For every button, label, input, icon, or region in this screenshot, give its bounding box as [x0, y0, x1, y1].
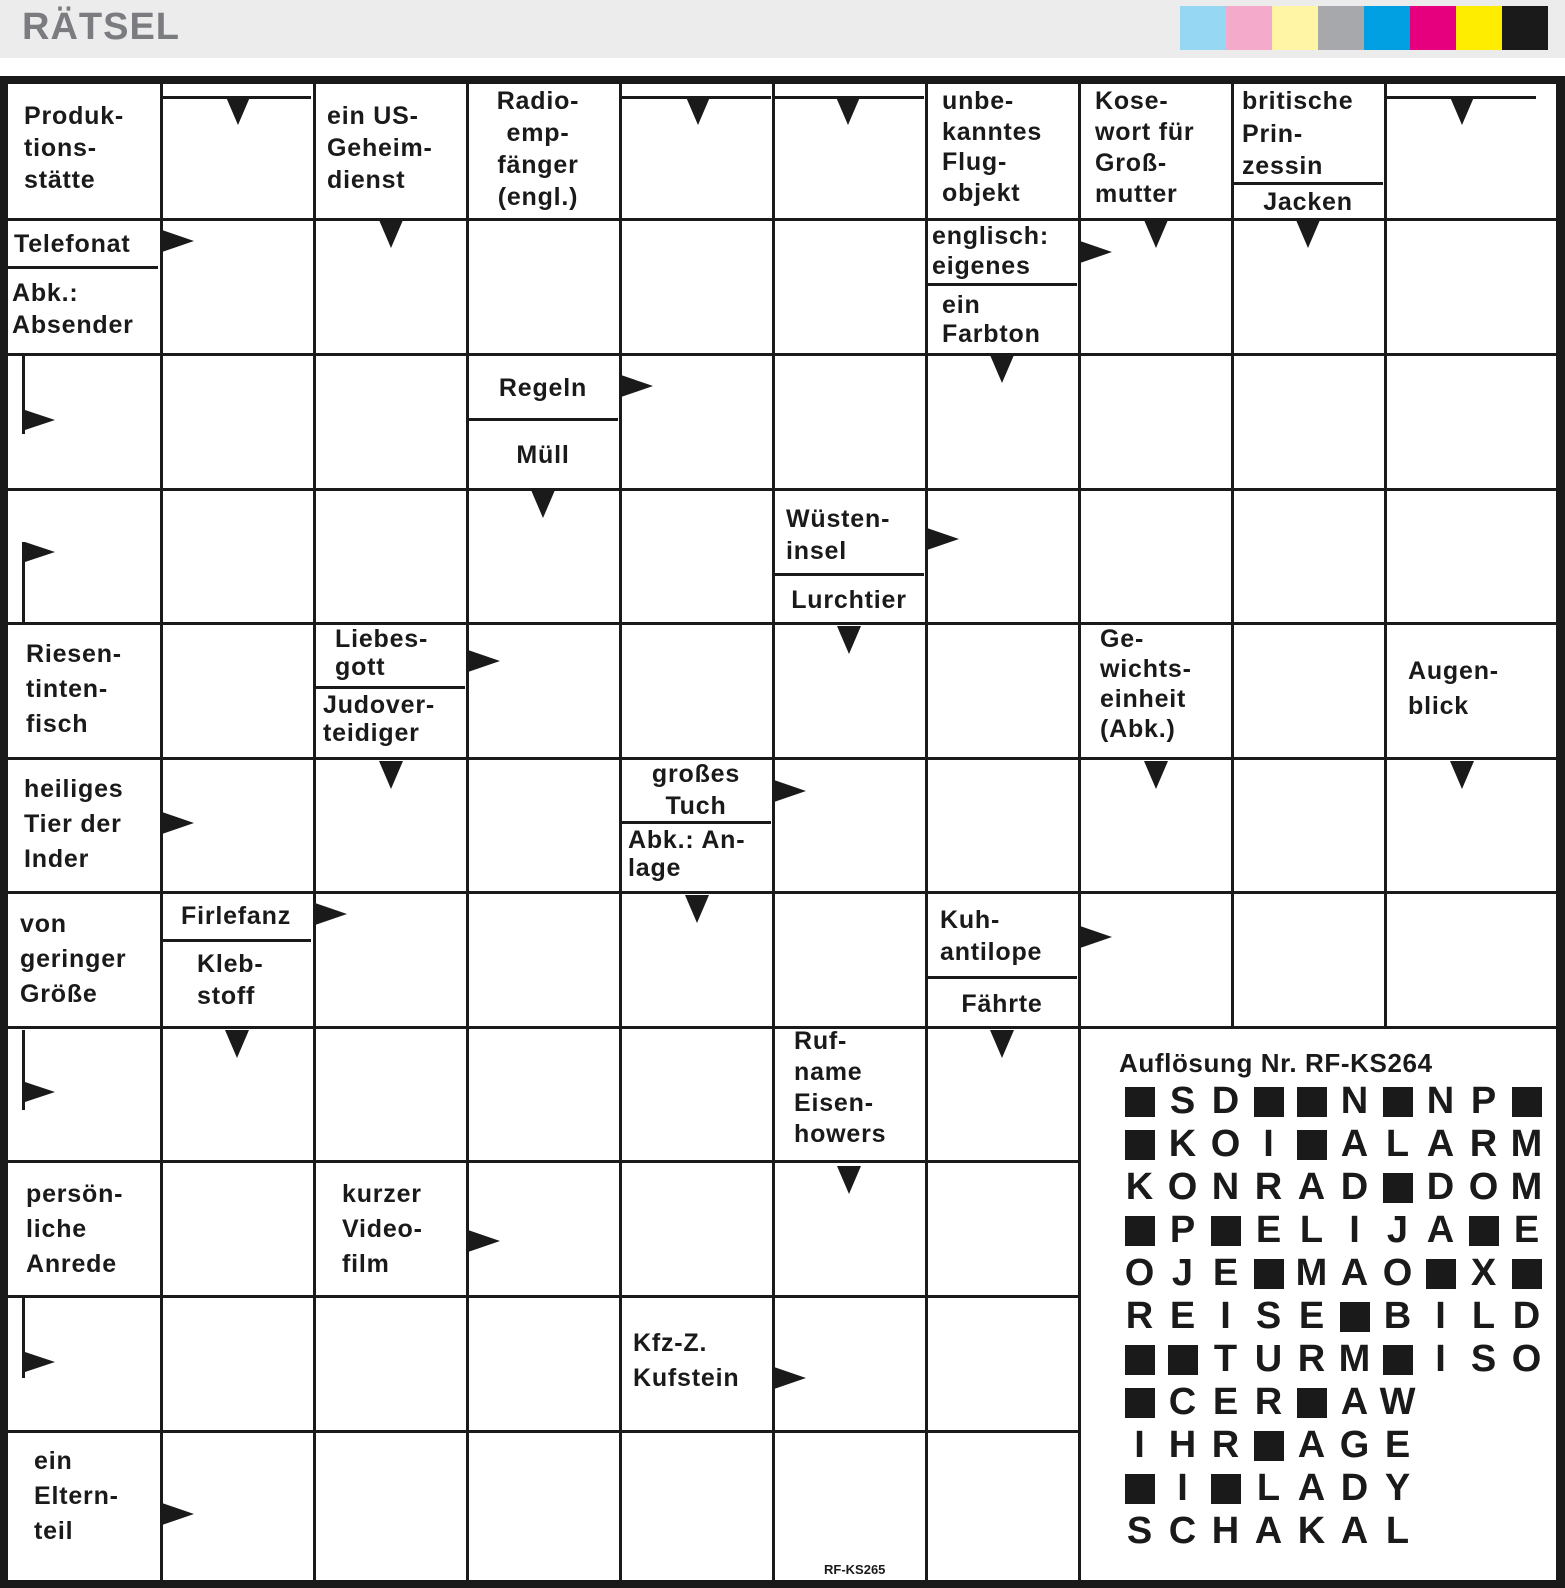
solution-letter: G	[1339, 1424, 1370, 1466]
solution-letter: K	[1125, 1166, 1154, 1208]
clue-ein-farbton: ein Farbton	[942, 291, 1041, 348]
swatch-magenta	[1410, 6, 1456, 50]
clue-ein-us-geheimdienst: ein US- Geheim- dienst	[327, 102, 433, 194]
solution-letter: M	[1510, 1166, 1543, 1208]
clue-regeln: Regeln	[498, 374, 588, 402]
black-square	[1211, 1216, 1241, 1246]
black-square	[1125, 1130, 1155, 1160]
solution-block-cell	[1247, 1080, 1290, 1123]
solution-letter: L	[1299, 1209, 1324, 1251]
clue-britische-prinzessin: britische Prin- zessin	[1242, 87, 1354, 180]
solution-letter: A	[1340, 1510, 1369, 1552]
black-square	[1426, 1259, 1456, 1289]
solution-letter: D	[1211, 1080, 1240, 1122]
flag-right-icon	[25, 410, 55, 430]
solution-letter: A	[1297, 1467, 1326, 1509]
arrow-down-icon	[1450, 761, 1474, 789]
arrow-down-icon	[837, 626, 861, 654]
solution-block-cell	[1290, 1123, 1333, 1166]
arrow-right-icon	[468, 1230, 500, 1252]
clue-englisch-eigenes: englisch: eigenes	[932, 222, 1049, 280]
solution-letter: E	[1513, 1209, 1540, 1251]
solution-letter: L	[1256, 1467, 1281, 1509]
solution-block-cell	[1204, 1209, 1247, 1252]
solution-row	[1118, 1080, 1548, 1123]
clue-heiliges-tier: heiliges Tier der Inder	[24, 775, 124, 873]
flag-right-icon	[25, 542, 55, 562]
solution-letter: R	[1254, 1166, 1283, 1208]
solution-letter: O	[1511, 1338, 1542, 1380]
solution-block-cell	[1376, 1080, 1419, 1123]
solution-letter: S	[1255, 1295, 1282, 1337]
clue-gewichtseinheit: Ge- wichts- einheit (Abk.)	[1100, 625, 1192, 743]
solution-letter: Y	[1384, 1467, 1411, 1509]
black-square	[1340, 1302, 1370, 1332]
arrow-down-icon	[990, 1030, 1014, 1058]
page-title: RÄTSEL	[22, 6, 180, 48]
clue-lurchtier: Lurchtier	[791, 586, 907, 614]
clue-riesentintenfisch: Riesen- tinten- fisch	[26, 640, 122, 738]
black-square	[1254, 1087, 1284, 1117]
solution-letter: A	[1426, 1123, 1455, 1165]
solution-block-cell	[1462, 1209, 1505, 1252]
clue-firlefanz: Firlefanz	[181, 902, 291, 930]
solution-letter: S	[1169, 1080, 1196, 1122]
header-bar	[0, 0, 1565, 58]
black-square	[1512, 1259, 1542, 1289]
clue-produktionsstaette: Produk- tions- stätte	[24, 102, 125, 194]
solution-letter: B	[1383, 1295, 1412, 1337]
solution-letter: P	[1169, 1209, 1196, 1251]
solution-row	[1118, 1166, 1548, 1209]
swatch-yellow-light	[1272, 6, 1318, 50]
solution-letter: N	[1211, 1166, 1240, 1208]
solution-block-cell	[1333, 1295, 1376, 1338]
solution-letter: X	[1470, 1252, 1497, 1294]
arrow-down-icon	[379, 761, 403, 789]
solution-letter: C	[1168, 1510, 1197, 1552]
arrow-right-icon	[315, 903, 347, 925]
arrow-down-icon	[837, 1166, 861, 1194]
solution-letter: H	[1211, 1510, 1240, 1552]
solution-letter: L	[1471, 1295, 1496, 1337]
arrow-down-icon	[379, 220, 403, 248]
clue-jacken: Jacken	[1263, 188, 1353, 216]
arrow-right-icon	[621, 375, 653, 397]
arrow-down-icon	[1144, 220, 1168, 248]
solution-letter: M	[1338, 1338, 1371, 1380]
arrow-down-icon	[1296, 220, 1320, 248]
clue-rufname-eisenhowers: Ruf- name Eisen- howers	[794, 1027, 887, 1148]
arrow-down-icon	[990, 355, 1014, 383]
arrow-down-icon	[1450, 97, 1474, 125]
black-square	[1297, 1087, 1327, 1117]
solution-block-cell	[1118, 1123, 1161, 1166]
black-square	[1469, 1216, 1499, 1246]
solution-letter: R	[1469, 1123, 1498, 1165]
solution-letter: N	[1426, 1080, 1455, 1122]
clue-kfz-kufstein: Kfz-Z. Kufstein	[633, 1329, 740, 1392]
swatch-black	[1502, 6, 1548, 50]
clue-kosewort-grossmutter: Kose- wort für Groß- mutter	[1095, 87, 1195, 208]
solution-letter: S	[1470, 1338, 1497, 1380]
solution-letter: O	[1382, 1252, 1413, 1294]
solution-row	[1118, 1338, 1548, 1381]
solution-letter: O	[1210, 1123, 1241, 1165]
solution-letter: D	[1340, 1467, 1369, 1509]
swatch-yellow	[1456, 6, 1502, 50]
solution-block-cell	[1247, 1424, 1290, 1467]
solution-letter: A	[1297, 1424, 1326, 1466]
solution-letter: J	[1171, 1252, 1194, 1294]
solution-block-cell	[1290, 1080, 1333, 1123]
solution-block-cell	[1118, 1467, 1161, 1510]
solution-letter: I	[1134, 1424, 1145, 1466]
arrow-right-icon	[774, 780, 806, 802]
arrow-down-icon	[685, 895, 709, 923]
clue-persoenliche-anrede: persön- liche Anrede	[26, 1180, 124, 1278]
solution-letter: R	[1297, 1338, 1326, 1380]
solution-block-cell	[1118, 1080, 1161, 1123]
clue-augenblick: Augen- blick	[1408, 657, 1499, 720]
black-square	[1512, 1087, 1542, 1117]
arrow-right-icon	[774, 1367, 806, 1389]
black-square	[1254, 1259, 1284, 1289]
solution-row	[1118, 1467, 1419, 1510]
solution-letter: T	[1213, 1338, 1238, 1380]
solution-block-cell	[1505, 1080, 1548, 1123]
solution-letter: R	[1125, 1295, 1154, 1337]
solution-letter: L	[1385, 1510, 1410, 1552]
solution-letter: H	[1168, 1424, 1197, 1466]
solution-letter: S	[1126, 1510, 1153, 1552]
solution-letter: I	[1349, 1209, 1360, 1251]
arrow-right-icon	[162, 230, 194, 252]
arrow-right-icon	[1080, 926, 1112, 948]
solution-block-cell	[1376, 1166, 1419, 1209]
clue-telefonat: Telefonat	[14, 230, 131, 258]
swatch-magenta-light	[1226, 6, 1272, 50]
clue-faehrte: Fährte	[961, 990, 1043, 1018]
black-square	[1383, 1345, 1413, 1375]
solution-block-cell	[1290, 1381, 1333, 1424]
solution-row	[1118, 1295, 1548, 1338]
solution-row	[1118, 1209, 1548, 1252]
solution-letter: E	[1384, 1424, 1411, 1466]
solution-letter: P	[1470, 1080, 1497, 1122]
solution-block-cell	[1161, 1338, 1204, 1381]
arrow-down-icon	[686, 97, 710, 125]
arrow-right-icon	[927, 528, 959, 550]
solution-letter: O	[1468, 1166, 1499, 1208]
solution-row	[1118, 1510, 1419, 1553]
solution-letter: N	[1340, 1080, 1369, 1122]
black-square	[1383, 1087, 1413, 1117]
solution-letter: M	[1295, 1252, 1328, 1294]
solution-letter: A	[1297, 1166, 1326, 1208]
solution-letter: E	[1298, 1295, 1325, 1337]
clue-kuhantilope: Kuh- antilope	[940, 906, 1043, 966]
solution-block-cell	[1419, 1252, 1462, 1295]
solution-block-cell	[1118, 1338, 1161, 1381]
solution-letter: R	[1254, 1381, 1283, 1423]
arrow-down-icon	[531, 490, 555, 518]
clue-abk-anlage: Abk.: An- lage	[628, 826, 746, 882]
black-square	[1125, 1474, 1155, 1504]
flag-right-icon	[25, 1082, 55, 1102]
clue-abk-absender: Abk.: Absender	[12, 279, 134, 339]
solution-letter: I	[1435, 1338, 1446, 1380]
solution-letter: L	[1385, 1123, 1410, 1165]
arrow-down-icon	[225, 1030, 249, 1058]
arrow-right-icon	[1080, 241, 1112, 263]
solution-letter: R	[1211, 1424, 1240, 1466]
clue-kurzer-videofilm: kurzer Video- film	[342, 1180, 423, 1278]
solution-row	[1118, 1424, 1419, 1467]
arrow-right-icon	[162, 1503, 194, 1525]
solution-letter: K	[1168, 1123, 1197, 1165]
solution-letter: D	[1426, 1166, 1455, 1208]
flag-right-icon	[25, 1352, 55, 1372]
solution-letter: A	[1340, 1252, 1369, 1294]
solution-letter: D	[1340, 1166, 1369, 1208]
solution-letter: I	[1177, 1467, 1188, 1509]
black-square	[1168, 1345, 1198, 1375]
solution-block-cell	[1376, 1338, 1419, 1381]
solution-block-cell	[1204, 1467, 1247, 1510]
solution-row	[1118, 1381, 1419, 1424]
clue-muell: Müll	[516, 441, 570, 469]
clue-grosses-tuch: großes Tuch	[651, 760, 741, 820]
clue-unbekanntes-flugobjekt: unbe- kanntes Flug- objekt	[942, 87, 1043, 207]
color-swatches	[1180, 6, 1548, 50]
solution-letter: O	[1167, 1166, 1198, 1208]
swatch-cyan-light	[1180, 6, 1226, 50]
solution-letter: J	[1386, 1209, 1409, 1251]
solution-block-cell	[1247, 1252, 1290, 1295]
solution-letter: I	[1220, 1295, 1231, 1337]
black-square	[1125, 1087, 1155, 1117]
solution-letter: I	[1435, 1295, 1446, 1337]
black-square	[1125, 1388, 1155, 1418]
clue-von-geringer-groesse: von geringer Größe	[20, 910, 127, 1008]
solution-letter: E	[1212, 1252, 1239, 1294]
solution-letter: E	[1212, 1381, 1239, 1423]
swatch-cyan	[1364, 6, 1410, 50]
solution-letter: M	[1510, 1123, 1543, 1165]
solution-letter: W	[1379, 1381, 1416, 1423]
solution-letter: E	[1169, 1295, 1196, 1337]
solution-letter: A	[1426, 1209, 1455, 1251]
solution-letter: A	[1254, 1510, 1283, 1552]
solution-letter: C	[1168, 1381, 1197, 1423]
black-square	[1383, 1173, 1413, 1203]
solution-letter: A	[1340, 1381, 1369, 1423]
solution-letter: E	[1255, 1209, 1282, 1251]
solution-title: Auflösung Nr. RF-KS264	[1119, 1048, 1433, 1078]
solution-letter: I	[1263, 1123, 1274, 1165]
clue-judoverteidiger: Judover- teidiger	[323, 691, 435, 747]
solution-row	[1118, 1252, 1548, 1295]
arrow-right-icon	[468, 650, 500, 672]
solution-letter: A	[1340, 1123, 1369, 1165]
clue-wuesteninsel: Wüsten- insel	[786, 505, 891, 565]
solution-letter: D	[1512, 1295, 1541, 1337]
solution-block-cell	[1505, 1252, 1548, 1295]
black-square	[1297, 1388, 1327, 1418]
clue-klebstoff: Kleb- stoff	[197, 950, 264, 1010]
solution-block-cell	[1118, 1381, 1161, 1424]
black-square	[1254, 1431, 1284, 1461]
black-square	[1211, 1474, 1241, 1504]
arrow-down-icon	[1144, 761, 1168, 789]
solution-block-cell	[1118, 1209, 1161, 1252]
clue-ein-elternteil: ein Eltern- teil	[34, 1447, 119, 1545]
black-square	[1125, 1345, 1155, 1375]
puzzle-code: RF-KS265	[824, 1562, 886, 1577]
solution-letter: U	[1254, 1338, 1283, 1380]
swatch-gray	[1318, 6, 1364, 50]
black-square	[1125, 1216, 1155, 1246]
solution-letter: K	[1297, 1510, 1326, 1552]
arrow-right-icon	[162, 812, 194, 834]
solution-letter: O	[1124, 1252, 1155, 1294]
solution-row	[1118, 1123, 1548, 1166]
clue-radioempfaenger: Radio- emp- fänger (engl.)	[496, 87, 580, 211]
black-square	[1297, 1130, 1327, 1160]
arrow-down-icon	[836, 97, 860, 125]
arrow-down-icon	[226, 97, 250, 125]
clue-liebesgott: Liebes- gott	[335, 625, 429, 681]
